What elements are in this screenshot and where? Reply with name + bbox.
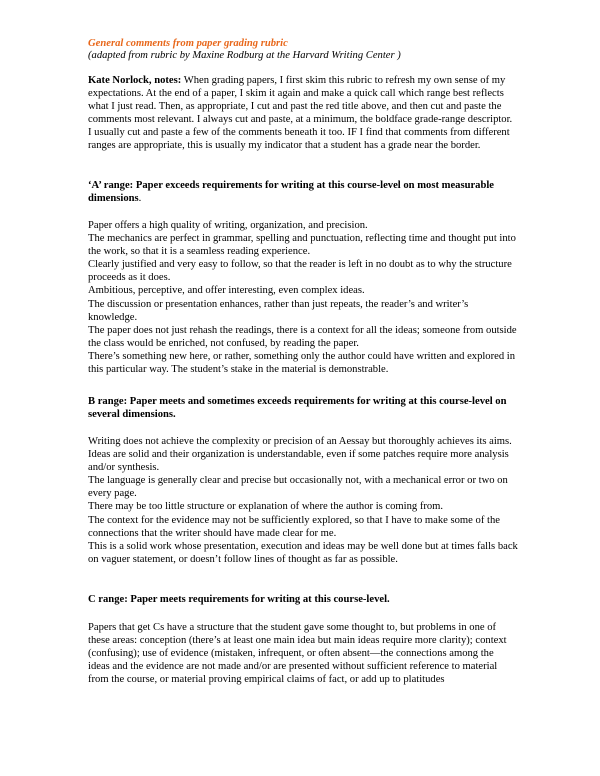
list-item: The mechanics are perfect in grammar, spelling and punctuation, reflecting time and thought put into the work, so that it is a seamless reading experience. [88,233,516,258]
section-c-heading [88,593,518,606]
section-b-list [88,435,518,566]
section-a-list [88,219,518,376]
list-item: The language is generally clear and precise but occasionally not, with a mechanical error or two on every page. [88,475,508,500]
section-c-text: Papers that get Cs have a structure that the student gave some thought to, but problems in one of these areas: conception (there’s at least one main idea but main ideas require more clarity); context (confusing); use of evidence (mistaken, infrequent, or often absent—the connections among the ideas and the evidence are not made and/or are presented without sufficient reference to material from the course, or material proving empirical claims of fact, or add up to platitudes [88,622,507,686]
section-a-title-tail: . [138,193,142,205]
section-a-title: ‘A’ range: Paper exceeds requirements for writing at this course-level on most measurable dimensions [88,180,495,205]
list-item: Ambitious, perceptive, and offer interesting, even complex ideas. [88,285,365,297]
intro-text: When grading papers, I first skim this rubric to refresh my own sense of my expectations. At the end of a paper, I skim it again and make a quick call which range best reflects what I just read. Then, as appropriate, I cut and past the red title above, and then cut and paste the comments most relevant. I always cut and paste, at a minimum, the boldface grade-range descriptor. I usually cut and paste a few of the comments beneath it too. IF I find that comments from different ranges are appropriate, this is usually my indicator that a student has a grade near the border. [88,75,513,152]
list-item: Paper offers a high quality of writing, organization, and precision. [88,220,368,231]
list-item: Writing does not achieve the complexity or precision of an Aessay but thoroughly achieves its aims. [88,436,512,447]
list-item: The context for the evidence may not be sufficiently explored, so that I have to make some of the connections that the writer should have made clear for me. [88,514,500,539]
header-title: General comments from paper grading rubric [88,38,288,49]
section-a-heading [88,179,518,205]
list-item: There’s something new here, or rather, something only the author could have written and explored in this particular way. The student’s stake in the material is demonstrable. [88,350,516,376]
list-item: Clearly justified and very easy to follow, so that the reader is left in no doubt as to why the structure proceeds as it does. [88,259,512,284]
header-subtitle: (adapted from rubric by Maxine Rodburg at the Harvard Writing Center ) [88,50,401,62]
list-item: The paper does not just rehash the readings, there is a context for all the ideas; someone from outside the class would be enriched, not confused, by reading the paper. [88,324,517,349]
list-item: The discussion or presentation enhances, rather than just repeats, the reader’s and writer’s knowledge. [88,298,469,323]
list-item: Ideas are solid and their organization is understandable, even if some patches require more analysis and/or synthesis. [88,449,509,474]
document-header [88,38,528,63]
intro-lead: Kate Norlock, notes: [88,75,182,86]
intro-paragraph [88,74,518,153]
list-item: This is a solid work whose presentation, execution and ideas may be well done but at times falls back on vaguer statement, or doesn’t follow lines of thought as far as possible. [88,540,518,565]
list-item: There may be too little structure or explanation of where the author is coming from. [88,501,444,513]
section-c-title: C range: Paper meets requirements for writing at this course-level. [88,594,390,605]
section-c-body [88,621,518,686]
section-b-title: B range: Paper meets and sometimes exceeds requirements for writing at this course-level on several dimensions. [88,396,507,421]
section-b-heading [88,395,518,421]
